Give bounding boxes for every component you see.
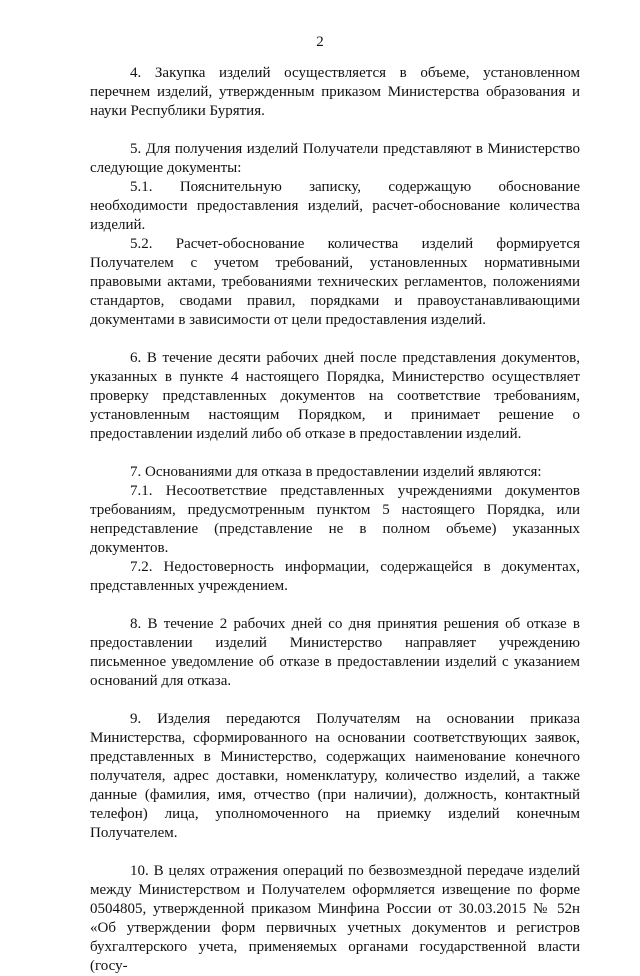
paragraph-7-1: 7.1. Несоответствие представленных учреждениями документов требованиям, предусмотренным пунктом 5 настоящего Порядка, или непредставление (представление не в полном объеме) указанных документов.: [90, 483, 580, 556]
paragraph-7-2: 7.2. Недостоверность информации, содержащейся в документах, представленных учреждением.: [90, 559, 580, 594]
page-number: 2: [316, 34, 324, 50]
paragraph-9: 9. Изделия передаются Получателям на основании приказа Министерства, сформированного на основании соответствующих заявок, представленных в Министерство, содержащих наименование конечного получателя, адрес доставки, номенклатуру, количество изделий, а также данные (фамилия, имя, отчество (при наличии), должность, контактный телефон) лица, уполномоченного на приемку изделий конечным Получателем.: [90, 711, 580, 841]
paragraph-5: 5. Для получения изделий Получатели представляют в Министерство следующие документы:: [90, 141, 580, 176]
paragraph-7: 7. Основаниями для отказа в предоставлении изделий являются:: [130, 464, 542, 480]
paragraph-6: 6. В течение десяти рабочих дней после представления документов, указанных в пункте 4 настоящего Порядка, Министерство осуществляет проверку представленных документов на соответствие требованиям, установленным настоящим Порядком, и принимает решение о предоставлении изделий либо об отказе в предоставлении изделий.: [90, 350, 580, 442]
document-body: [90, 64, 580, 976]
paragraph-10: 10. В целях отражения операций по безвозмездной передаче изделий между Министерством и Получателем оформляется извещение по форме 0504805, утвержденной приказом Минфина России от 30.03.2015 № 52н «Об утверждении форм первичных учетных документов и регистров бухгалтерского учета, применяемых органами государственной власти (госу-: [90, 863, 580, 974]
paragraph-5-1: 5.1. Пояснительную записку, содержащую обоснование необходимости предоставления изделий, расчет-обоснование количества изделий.: [90, 179, 580, 233]
paragraph-4: 4. Закупка изделий осуществляется в объеме, установленном перечнем изделий, утвержденным приказом Министерства образования и науки Республики Бурятия.: [90, 65, 580, 119]
paragraph-5-2: 5.2. Расчет-обоснование количества изделий формируется Получателем с учетом требований, установленных нормативными правовыми актами, требованиями технических регламентов, положениями стандартов, сводами правил, порядками и правоустанавливающими документами в зависимости от цели предоставления изделий.: [90, 236, 580, 328]
paragraph-8: 8. В течение 2 рабочих дней со дня принятия решения об отказе в предоставлении изделий Министерство направляет учреждению письменное уведомление об отказе в предоставлении изделий с указанием оснований для отказа.: [90, 616, 580, 689]
